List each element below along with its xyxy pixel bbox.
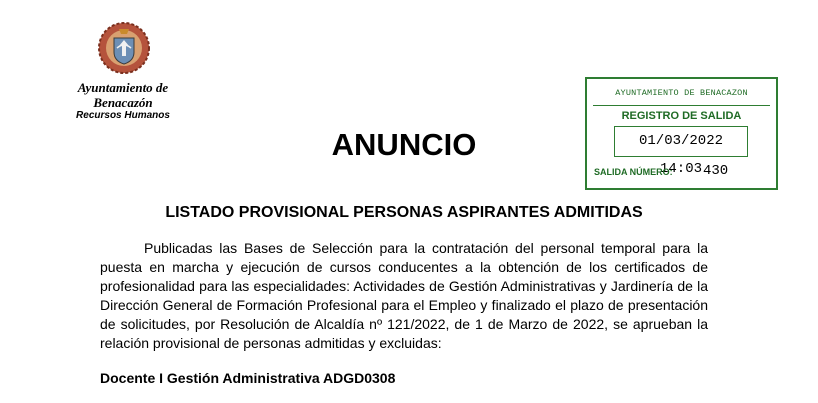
section-heading: Docente I Gestión Administrativa ADGD0308 <box>100 370 396 386</box>
document-body-paragraph: Publicadas las Bases de Selección para la contratación del personal temporal para la puesta en marcha y ejecución de cursos conducentes a la obtención de los certificados de profesionalidad para las especialidades: Actividades de Gestión Administrativas y Jardinería de la Dirección General de Formación Profesional para el Empleo y finalizado el plazo de presentación de solicitudes, por Resolución de Alcaldía nº 121/2022, de 1 de Marzo de 2022, se aprueban la relación provisional de personas admitidas y excluidas: <box>100 240 708 351</box>
stamp-number-label: SALIDA NÚMERO: <box>594 167 673 177</box>
stamp-divider <box>593 105 770 106</box>
organization-name-line1: Ayuntamiento de <box>77 80 169 95</box>
stamp-number-value: 430 <box>703 163 729 179</box>
coat-of-arms-logo <box>97 20 151 76</box>
document-title: ANUNCIO <box>331 127 477 162</box>
stamp-organization: AYUNTAMIENTO DE BENACAZON <box>615 88 748 98</box>
document-subtitle: LISTADO PROVISIONAL PERSONAS ASPIRANTES ADMITIDAS <box>165 204 643 221</box>
stamp-register-label: REGISTRO DE SALIDA <box>621 110 742 122</box>
department-name: Recursos Humanos <box>76 110 170 121</box>
organization-block <box>56 80 190 122</box>
stamp-datetime: 01/03/2022 14:03 <box>614 126 748 157</box>
organization-name-line2: Benacazón <box>93 95 153 110</box>
